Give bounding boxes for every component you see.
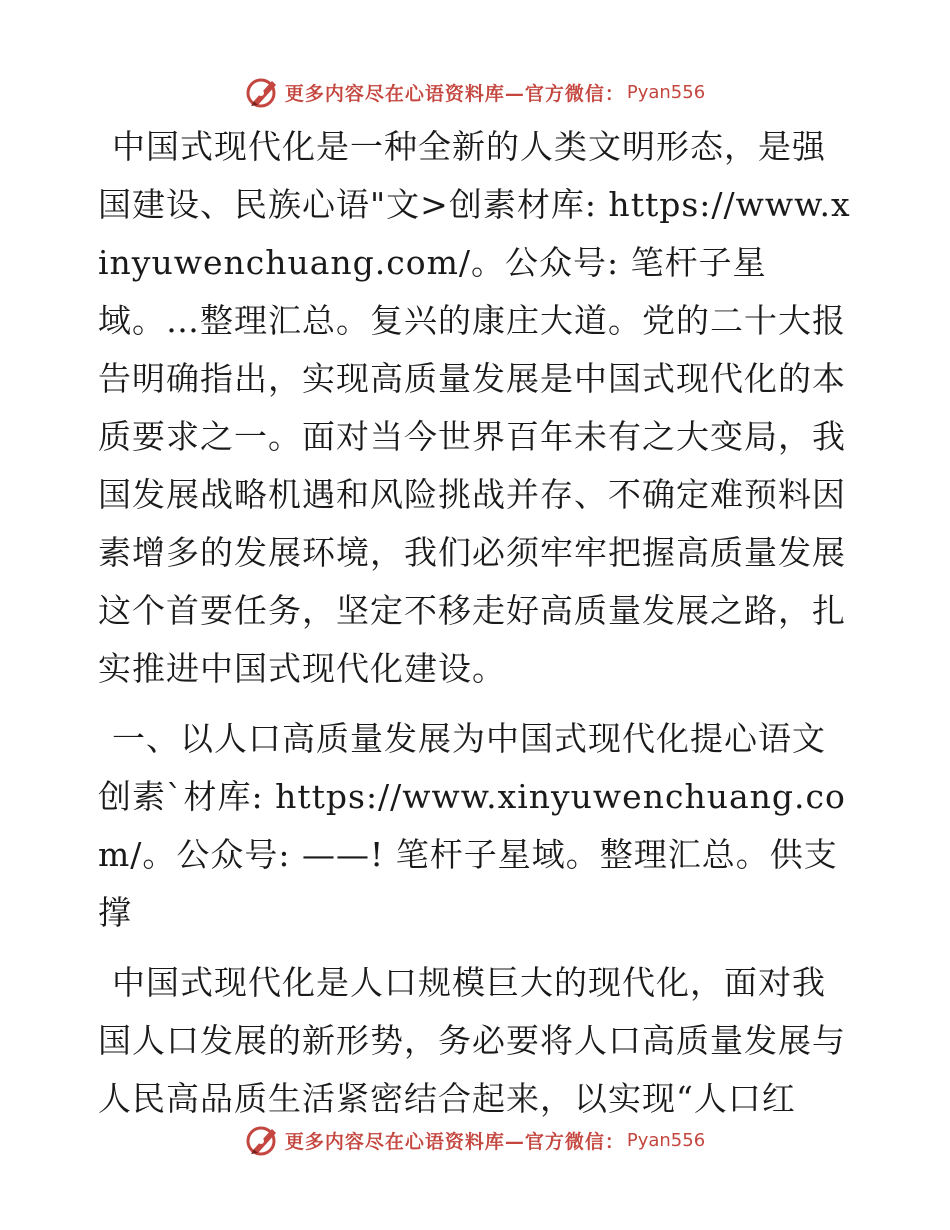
footer-wechat-id: Pyan556 [626,1129,706,1151]
document-body [98,118,858,1128]
header-banner-text: 更多内容尽在心语资料库—官方微信： [284,82,625,105]
header-wechat-id: Pyan556 [626,81,706,103]
paragraph-1: 中国式现代化是一种全新的人类文明形态，是强国建设、民族心语"文>创素材库: https://www.xinyuwenchuang.com/。公众号: 笔杆子星域。…整理汇总。复兴的康庄大道。党的二十大报告明确指出，实现高质量发展是中国式现代化的本质要求之一。面对当今世界百年未有之大变局，我国发展战略机遇和风险挑战并存、不确定难预料因素增多的发展环境，我们必须牢牢把握高质量发展这个首要任务，坚定不移走好高质量发展之路，扎实推进中国式现代化建设。 [98,127,851,688]
pen-logo-icon [245,1123,279,1157]
footer-banner-text: 更多内容尽在心语资料库—官方微信： [284,1130,625,1153]
header-banner [0,72,950,112]
pen-logo-icon [245,75,279,109]
footer-banner [0,1120,950,1160]
paragraph-2: 中国式现代化是人口规模巨大的现代化，面对我国人口发展的新形势，务必要将人口高质量发展与人民高品质生活紧密结合起来，以实现“人口红 [98,963,846,1118]
section-heading-1: 一、以人口高质量发展为中国式现代化提心语文创素`材库: https://www.xinyuwenchuang.com/。公众号: ——! 笔杆子星域。整理汇总。供支撑 [98,719,846,932]
